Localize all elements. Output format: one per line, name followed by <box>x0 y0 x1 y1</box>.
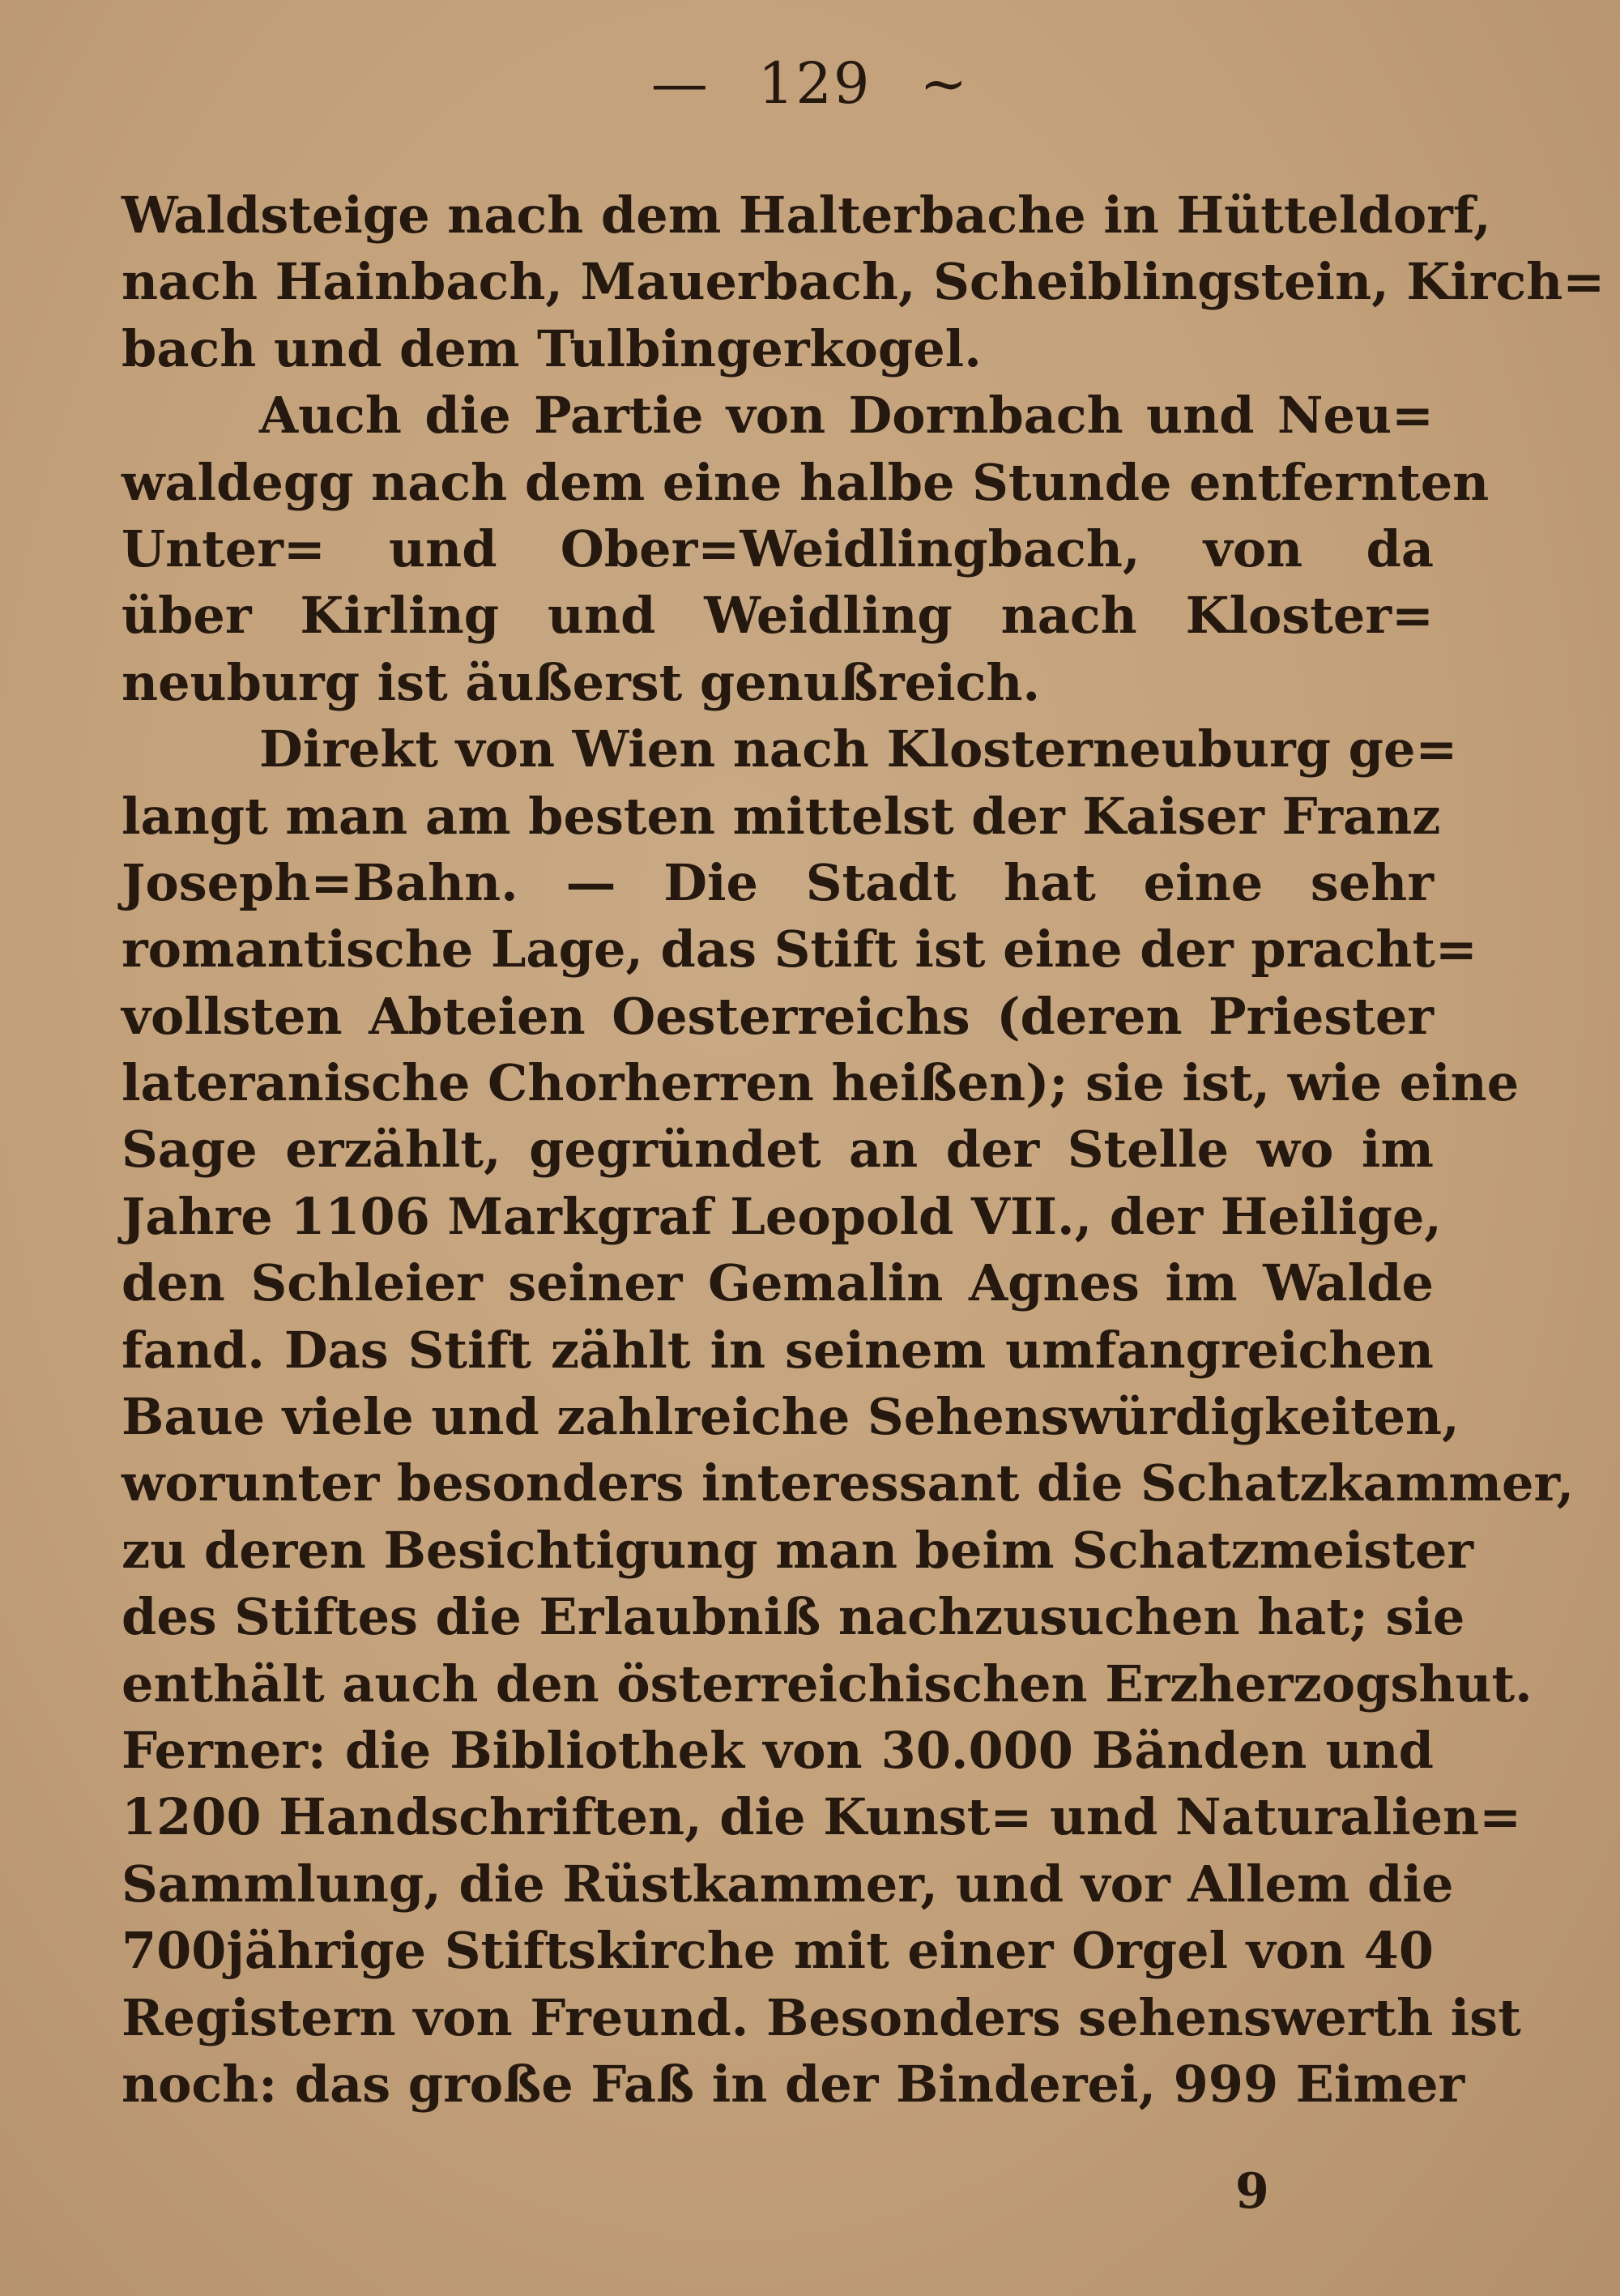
text-line: Joseph=Bahn. — Die Stadt hat eine sehr <box>122 852 1434 912</box>
page-header <box>0 50 1620 117</box>
text-line: Baue viele und zahlreiche Sehenswürdigkeiten, <box>122 1387 1460 1447</box>
text-line: fand. Das Stift zählt in seinem umfangreichen <box>122 1320 1434 1380</box>
text-line: Unter= und Ober=Weidlingbach, von da <box>122 519 1434 578</box>
header-dash-right: ~ <box>919 50 970 117</box>
text-line: noch: das große Faß in der Binderei, 999 Eimer <box>122 2054 1465 2114</box>
text-line: Sammlung, die Rüstkammer, und vor Allem die <box>122 1854 1454 1914</box>
text-line: vollsten Abteien Oesterreichs (deren Priester <box>122 986 1434 1046</box>
text-line: Auch die Partie von Dornbach und Neu= <box>259 386 1434 446</box>
text-line: lateranische Chorherren heißen); sie ist, wie eine <box>122 1053 1520 1113</box>
text-line: 1200 Handschriften, die Kunst= und Naturalien= <box>122 1787 1522 1847</box>
text-line: romantische Lage, das Stift ist eine der pracht= <box>122 920 1477 979</box>
text-line: Registern von Freund. Besonders sehenswerth ist <box>122 1987 1521 2047</box>
text-line: bach und dem Tulbingerkogel. <box>122 318 982 378</box>
body-text <box>122 182 1605 2118</box>
text-line: langt man am besten mittelst der Kaiser Franz <box>122 786 1441 846</box>
text-line: waldegg nach dem eine halbe Stunde entfernten <box>122 452 1490 512</box>
text-line: Direkt von Wien nach Klosterneuburg ge= <box>259 719 1458 779</box>
text-line: enthält auch den österreichischen Erzherzogshut. <box>122 1654 1533 1713</box>
header-dash-left: — <box>650 50 710 117</box>
text-line: Waldsteige nach dem Halterbache in Hütteldorf, <box>122 186 1491 245</box>
page-number: 129 <box>757 50 872 117</box>
text-line: nach Hainbach, Mauerbach, Scheiblingstein, Kirch= <box>122 252 1605 312</box>
text-line: worunter besonders interessant die Schatzkammer, <box>122 1453 1575 1513</box>
text-line: des Stiftes die Erlaubniß nachzusuchen hat; sie <box>122 1587 1465 1647</box>
text-line: über Kirling und Weidling nach Kloster= <box>122 586 1434 646</box>
text-line: Ferner: die Bibliothek von 30.000 Bänden und <box>122 1720 1434 1780</box>
text-line: neuburg ist äußerst genußreich. <box>122 652 1041 712</box>
text-line: zu deren Besichtigung man beim Schatzmeister <box>122 1520 1474 1580</box>
signature-mark: 9 <box>1235 2163 1269 2220</box>
text-line: 700jährige Stiftskirche mit einer Orgel von 40 <box>122 1921 1434 1981</box>
text-line: Jahre 1106 Markgraf Leopold VII., der Heilige, <box>122 1186 1442 1246</box>
text-line: Sage erzählt, gegründet an der Stelle wo im <box>122 1120 1434 1180</box>
text-line: den Schleier seiner Gemalin Agnes im Walde <box>122 1253 1434 1313</box>
